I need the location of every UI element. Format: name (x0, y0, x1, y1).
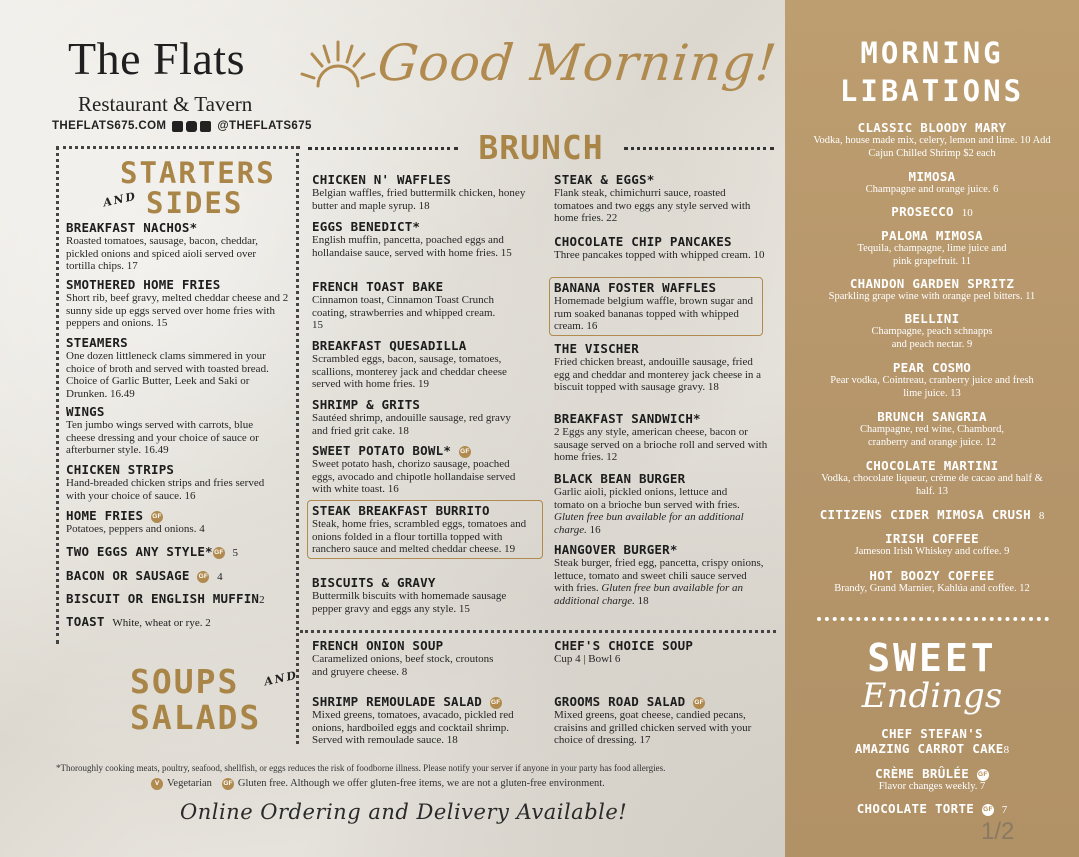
dessert-price: 8 (1003, 744, 1010, 756)
libations-heading-line1: MORNING (860, 36, 1004, 70)
menu-item (554, 471, 754, 536)
drink-desc: Sparkling grape wine with orange peel bitters. 11 (828, 291, 1036, 302)
drink-desc: Tequila, champagne, lime juice and pink grapefruit. 11 (857, 243, 1007, 267)
dessert-name: AMAZING CARROT CAKE (854, 741, 1004, 756)
menu-item (66, 614, 288, 629)
item-name: STEAK & EGGS* (554, 172, 655, 187)
item-name: FRENCH ONION SOUP (312, 638, 444, 653)
item-name: SHRIMP & GRITS (312, 397, 421, 412)
brunch-heading: BRUNCH (478, 128, 604, 167)
page-indicator: 1/2 (981, 818, 1015, 845)
item-price: White, wheat or rye. 2 (112, 617, 211, 629)
drink-desc: Pear vodka, Cointreau, cranberry juice and fresh lime juice. 13 (830, 375, 1034, 399)
menu-item (66, 568, 288, 583)
item-name: CHOCOLATE CHIP PANCAKES (554, 234, 732, 249)
item-name: HANGOVER BURGER* (554, 542, 678, 557)
item-desc: Sweet potato hash, chorizo sausage, poached eggs, avocado and chipotle hollandaise served with white toast. 16 (312, 458, 516, 496)
item-name: CHEF'S CHOICE SOUP (554, 638, 694, 653)
gluten-free-icon: GF (213, 547, 225, 559)
item-note: Gluten free bun available for an additional charge. (554, 511, 744, 536)
menu-item (66, 591, 292, 606)
drink-name: CITIZENS CIDER MIMOSA CRUSH (819, 507, 1031, 522)
menu-item (66, 220, 288, 273)
soups-heading: SOUPS (130, 662, 240, 701)
gluten-free-icon: GF (197, 571, 209, 583)
sides-heading: SIDES (146, 186, 244, 220)
menu-item (554, 234, 766, 262)
website-link[interactable]: THEFLATS675.COM (52, 120, 167, 132)
menu-item (554, 411, 768, 464)
twitter-icon[interactable] (200, 121, 211, 132)
menu-item (312, 338, 536, 391)
item-desc: Short rib, beef gravy, melted cheddar cheese and 2 sunny side up eggs served over home fries with peppers and onions. 15 (66, 292, 289, 330)
item-desc: Homemade belgium waffle, brown sugar and rum soaked bananas topped with whipped cream. 16 (554, 295, 753, 333)
drink-item (785, 568, 1079, 596)
gluten-free-icon: GF (693, 697, 705, 709)
item-name: STEAMERS (66, 335, 128, 350)
drink-desc: Jameson Irish Whiskey and coffee. 9 (854, 546, 1010, 557)
dessert-item (785, 766, 1079, 794)
item-name: HOME FRIES (66, 508, 144, 523)
gluten-free-icon: GF (982, 804, 994, 816)
menu-item (554, 694, 778, 747)
drink-name: PEAR COSMO (892, 360, 972, 375)
drink-item (785, 311, 1079, 351)
item-desc: Flank steak, chimichurri sauce, roasted tomatoes and two eggs any style served with home fries. 22 (554, 187, 751, 225)
drink-item (785, 360, 1079, 400)
drink-name: PROSECCO (891, 204, 954, 219)
vegetarian-icon: V (151, 778, 163, 790)
drink-name: MIMOSA (908, 169, 956, 184)
item-name: EGGS BENEDICT* (312, 219, 421, 234)
item-price: 16 (589, 523, 601, 536)
item-name: BISCUITS & GRAVY (312, 575, 436, 590)
item-desc: Three pancakes topped with whipped cream. 10 (554, 249, 765, 261)
item-desc: Cup 4 | Bowl 6 (554, 653, 621, 665)
divider (56, 146, 300, 149)
item-name: BLACK BEAN BURGER (554, 471, 686, 486)
item-name: THE VISCHER (554, 341, 639, 356)
item-price: 5 (232, 547, 239, 559)
drink-item (785, 204, 1079, 219)
dessert-desc: Flavor changes weekly. 7 (878, 781, 986, 792)
item-desc: Steak burger, fried egg, pancetta, crispy onions, lettuce, tomato and sweet chili sauce served with fries. (554, 557, 764, 595)
menu-item (66, 335, 276, 400)
item-name: BREAKFAST NACHOS* (66, 220, 198, 235)
vegetarian-legend: Vegetarian (167, 778, 212, 789)
item-desc: Cinnamon toast, Cinnamon Toast Crunch coating, strawberries and whipped cream. 15 (312, 294, 496, 332)
menu-item (66, 277, 292, 330)
dessert-name: CRÈME BRÛLÉE (875, 766, 970, 781)
item-name: BISCUIT OR ENGLISH MUFFIN (66, 591, 260, 606)
menu-item (312, 575, 538, 615)
libations-panel (785, 0, 1079, 857)
drink-name: HOT BOOZY COFFEE (869, 568, 995, 583)
facebook-icon[interactable] (172, 121, 183, 132)
item-desc: 2 Eggs any style, american cheese, bacon or sausage served on a brioche roll and served with home fries. 12 (554, 426, 768, 464)
item-desc: One dozen littleneck clams simmered in your choice of broth and served with toasted bread. Choice of Garlic Butter, Leek and Saki or Drunken. 16.49 (66, 350, 269, 400)
gluten-free-icon: GF (459, 446, 471, 458)
drink-item (785, 228, 1079, 268)
drink-desc: Champagne and orange juice. 6 (865, 184, 999, 195)
item-price: 2 (259, 594, 265, 606)
menu-item (312, 694, 538, 747)
drink-item (785, 531, 1079, 559)
item-name: BACON OR SAUSAGE (66, 568, 190, 583)
item-name: CHICKEN STRIPS (66, 462, 175, 477)
menu-item (554, 172, 766, 225)
menu-item (312, 219, 522, 259)
item-name: SHRIMP REMOULADE SALAD (312, 694, 482, 709)
social-handle: @THEFLATS675 (217, 120, 312, 132)
menu-item (554, 341, 768, 394)
menu-item (66, 462, 278, 502)
item-desc: Ten jumbo wings served with carrots, blue cheese dressing and your choice of sauce or afterburner style. 16.49 (66, 419, 259, 457)
online-ordering-banner: Online Ordering and Delivery Available! (180, 800, 628, 824)
drink-name: CLASSIC BLOODY MARY (857, 120, 1007, 135)
drink-price: 10 (961, 207, 973, 219)
drink-name: IRISH COFFEE (885, 531, 979, 546)
drink-name: CHANDON GARDEN SPRITZ (849, 276, 1015, 291)
drink-item (785, 120, 1079, 160)
gluten-free-icon: GF (222, 778, 234, 790)
menu-item (312, 638, 512, 678)
item-price: 18 (637, 594, 649, 607)
endings-heading: Endings (861, 676, 1003, 716)
item-desc: Steak, home fries, scrambled eggs, tomatoes and onions folded in a flour tortilla topped with ranchero sauce and melted cheddar cheese. 19 (312, 518, 527, 556)
item-desc: Belgian waffles, fried buttermilk chicken, honey butter and maple syrup. 18 (312, 187, 526, 212)
divider (300, 630, 776, 633)
sweet-heading: SWEET (867, 636, 997, 680)
item-desc: Caramelized onions, beef stock, croutons and gruyere cheese. 8 (312, 653, 494, 678)
item-desc: English muffin, pancetta, poached eggs and hollandaise sauce, served with home fries. 15 (312, 234, 512, 259)
menu-item (312, 397, 512, 437)
item-desc: Hand-breaded chicken strips and fries served with your choice of sauce. 16 (66, 477, 265, 502)
menu-item (312, 172, 544, 212)
item-name: TWO EGGS ANY STYLE* (66, 544, 213, 559)
item-desc: Potatoes, peppers and onions. 4 (66, 523, 205, 535)
item-desc: Buttermilk biscuits with homemade sausage pepper gravy and eggs any style. 15 (312, 590, 507, 615)
footnote (56, 761, 786, 791)
item-desc: Scrambled eggs, bacon, sausage, tomatoes, scallions, monterey jack and cheddar cheese served with home fries. 19 (312, 353, 507, 391)
menu-item-featured (549, 277, 763, 336)
dessert-item (785, 726, 1079, 756)
starters-and: AND (102, 189, 139, 210)
logo-subtitle: Restaurant & Tavern (78, 92, 253, 116)
libations-heading-line2: LIBATIONS (839, 74, 1025, 108)
item-desc: Garlic aioli, pickled onions, lettuce and tomato on a brioche bun served with fries. (554, 486, 740, 511)
menu-item (66, 544, 288, 559)
item-name: FRENCH TOAST BAKE (312, 279, 444, 294)
sun-icon (300, 36, 376, 96)
starters-heading: STARTERS (120, 156, 276, 190)
item-name: BREAKFAST QUESADILLA (312, 338, 467, 353)
drink-name: PALOMA MIMOSA (881, 228, 983, 243)
drink-desc: Brandy, Grand Marnier, Kahlúa and coffee. 12 (834, 583, 1030, 594)
divider (624, 147, 774, 150)
instagram-icon[interactable] (186, 121, 197, 132)
drink-item (785, 169, 1079, 197)
item-name: WINGS (66, 404, 105, 419)
item-desc: Sautéed shrimp, andouille sausage, red gravy and fried grit cake. 18 (312, 412, 511, 437)
brunch-heading-bar (308, 128, 774, 168)
item-desc: Roasted tomatoes, sausage, bacon, cheddar, pickled onions and spiced aioli served over tortilla chips. 17 (66, 235, 258, 273)
item-name: STEAK BREAKFAST BURRITO (312, 503, 490, 518)
gluten-free-icon: GF (151, 511, 163, 523)
gluten-free-icon: GF (490, 697, 502, 709)
drink-name: BELLINI (904, 311, 960, 326)
drink-desc: Champagne, red wine, Chambord, cranberry and orange juice. 12 (859, 424, 1005, 448)
drink-name: BRUNCH SANGRIA (877, 409, 987, 424)
drink-desc: Vodka, chocolate liqueur, crème de cacao and half & half. 13 (821, 473, 1043, 497)
dessert-item (785, 801, 1079, 816)
menu-item (66, 404, 278, 457)
menu-item (554, 638, 754, 666)
gluten-legend: Gluten free. Although we offer gluten-free items, we are not a gluten-free environment. (237, 778, 605, 789)
menu-item (554, 542, 766, 607)
drink-item (785, 458, 1079, 498)
item-name: SMOTHERED HOME FRIES (66, 277, 221, 292)
drink-item (785, 276, 1079, 304)
dessert-name: CHOCOLATE TORTE (856, 801, 975, 816)
item-note: Gluten free bun available for an additional charge. (554, 582, 744, 607)
item-name: SWEET POTATO BOWL* (312, 443, 452, 458)
menu-item (312, 279, 496, 332)
item-name: BREAKFAST SANDWICH* (554, 411, 701, 426)
logo-title: The Flats (68, 33, 245, 84)
menu-item (312, 443, 522, 496)
item-desc: Mixed greens, goat cheese, candied pecans, craisins and grilled chicken served with your choice of dressing. 17 (554, 709, 752, 747)
divider (296, 146, 299, 744)
dessert-price: 7 (1001, 804, 1008, 816)
item-desc: Fried chicken breast, andouille sausage, fried egg and cheddar and monterey jack cheese in a biscuit topped with sausage gravy. 18 (554, 356, 762, 394)
menu-item-featured (307, 500, 543, 559)
drink-price: 8 (1038, 510, 1045, 522)
item-name: CHICKEN N' WAFFLES (312, 172, 452, 187)
greeting-heading: Good Morning! (374, 34, 780, 92)
soups-and: AND (263, 668, 300, 689)
drink-name: CHOCOLATE MARTINI (865, 458, 999, 473)
dessert-name: CHEF STEFAN'S (881, 726, 983, 741)
food-safety-note: *Thoroughly cooking meats, poultry, seafood, shellfish, or eggs reduces the risk of foodborne illness. Please notify your server if anyone in your party has food allergies. (56, 763, 666, 773)
drink-item (785, 507, 1079, 522)
item-name: GROOMS ROAD SALAD (554, 694, 686, 709)
item-price: 4 (217, 571, 223, 583)
item-name: TOAST (66, 614, 105, 629)
menu-item (66, 508, 288, 536)
drink-desc: Champagne, peach schnapps and peach nectar. 9 (871, 326, 993, 350)
drink-item (785, 409, 1079, 449)
salads-heading: SALADS (130, 698, 262, 737)
item-desc: Mixed greens, tomatoes, avacado, pickled red onions, hardboiled eggs and cocktail shrimp. Served with remoulade sauce. 18 (312, 709, 514, 747)
gluten-free-icon: GF (977, 769, 989, 781)
item-name: BANANA FOSTER WAFFLES (554, 280, 717, 295)
divider (817, 617, 1049, 621)
divider (56, 146, 59, 644)
drink-desc: Vodka, house made mix, celery, lemon and lime. 10 Add Cajun Chilled Shrimp $2 each (813, 135, 1051, 159)
social-bar (52, 120, 312, 132)
